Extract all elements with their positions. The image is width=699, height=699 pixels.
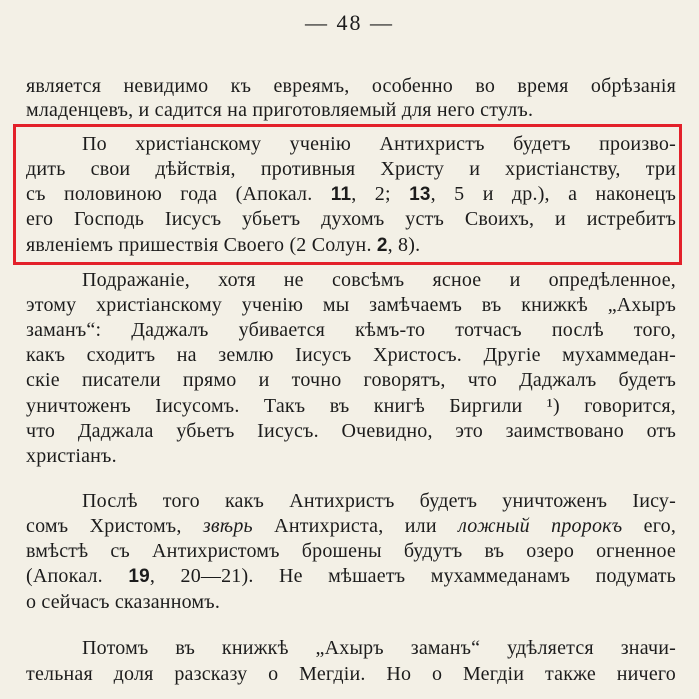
text-line-18: вмѣстѣ съ Антихристомъ брошены будутъ въ озеро огненное: [26, 540, 676, 562]
text-segment: Антихриста, или: [274, 515, 437, 537]
text-segment: , 20—21). Не мѣшаетъ мухаммеданамъ подумать: [149, 565, 676, 587]
text-line-8: Подражаніе, хотя не совсѣмъ ясное и опредѣленное,: [82, 269, 676, 291]
text-segment: его,: [643, 515, 677, 537]
text-line-4: дить свои дѣйствія, противныя Христу и христіанству, три: [26, 158, 676, 180]
text-segment: , 5 и др.), а наконецъ: [430, 183, 676, 205]
text-line-1: является невидимо къ евреямъ, особенно во время обрѣзанія: [26, 75, 676, 97]
text-line-16: Послѣ того какъ Антихристъ будетъ уничтоженъ Іису-: [82, 490, 676, 512]
text-line-15: христіанъ.: [26, 445, 117, 467]
text-line-6: его Господь Іисусъ убьетъ духомъ устъ Своихъ, и истребитъ: [26, 208, 676, 230]
text-line-3: По христіанскому ученію Антихристъ будетъ произво-: [82, 133, 676, 155]
text-line-12: скіе писатели прямо и точно говорятъ, что Даджалъ будетъ: [26, 369, 676, 391]
text-line-19: [26, 564, 676, 589]
text-segment: съ половиною года (Апокал.: [26, 183, 313, 205]
text-segment: , 2;: [351, 183, 391, 205]
text-line-11: какъ сходитъ на землю Іисусъ Христосъ. Другіе мухаммедан-: [26, 344, 676, 366]
page-number: — 48 —: [305, 10, 394, 35]
chapter-number: 13: [409, 184, 431, 205]
text-line-17: [26, 514, 676, 538]
text-line-20: о сейчасъ сказанномъ.: [26, 591, 221, 613]
text-segment: , 8).: [387, 234, 421, 256]
text-line-9: этому христіанскому ученію мы замѣчаемъ въ книжкѣ „Ахыръ: [26, 294, 676, 316]
text-line-22: тельная доля разсказу о Мегдіи. Но о Мегдіи также ничего: [26, 663, 676, 685]
chapter-number: 2: [376, 235, 388, 256]
text-line-5: [26, 182, 676, 207]
text-line-10: заманъ“: Даджалъ убивается кѣмъ-то тотчасъ послѣ того,: [26, 319, 676, 341]
italic-term: звѣрь: [202, 515, 253, 537]
chapter-number: 19: [128, 566, 150, 587]
text-segment: (Апокал.: [26, 565, 103, 587]
text-line-14: что Даджала убьетъ Іисусъ. Очевидно, это заимствовано отъ: [26, 420, 676, 442]
text-line-2: младенцевъ, и садится на приготовляемый для него стулъ.: [26, 99, 534, 121]
text-line-21: Потомъ въ книжкѣ „Ахыръ заманъ“ удѣляется значи-: [82, 637, 676, 659]
italic-term: ложный пророкъ: [458, 515, 623, 537]
text-segment: сомъ Христомъ,: [26, 515, 182, 537]
text-segment: явленіемъ пришествія Своего (2 Солун.: [26, 234, 372, 256]
text-line-7: [26, 233, 676, 258]
text-line-13: уничтоженъ Іисусомъ. Такъ въ книгѣ Биргили ¹) говорится,: [26, 395, 676, 417]
chapter-number: 11: [330, 184, 352, 205]
